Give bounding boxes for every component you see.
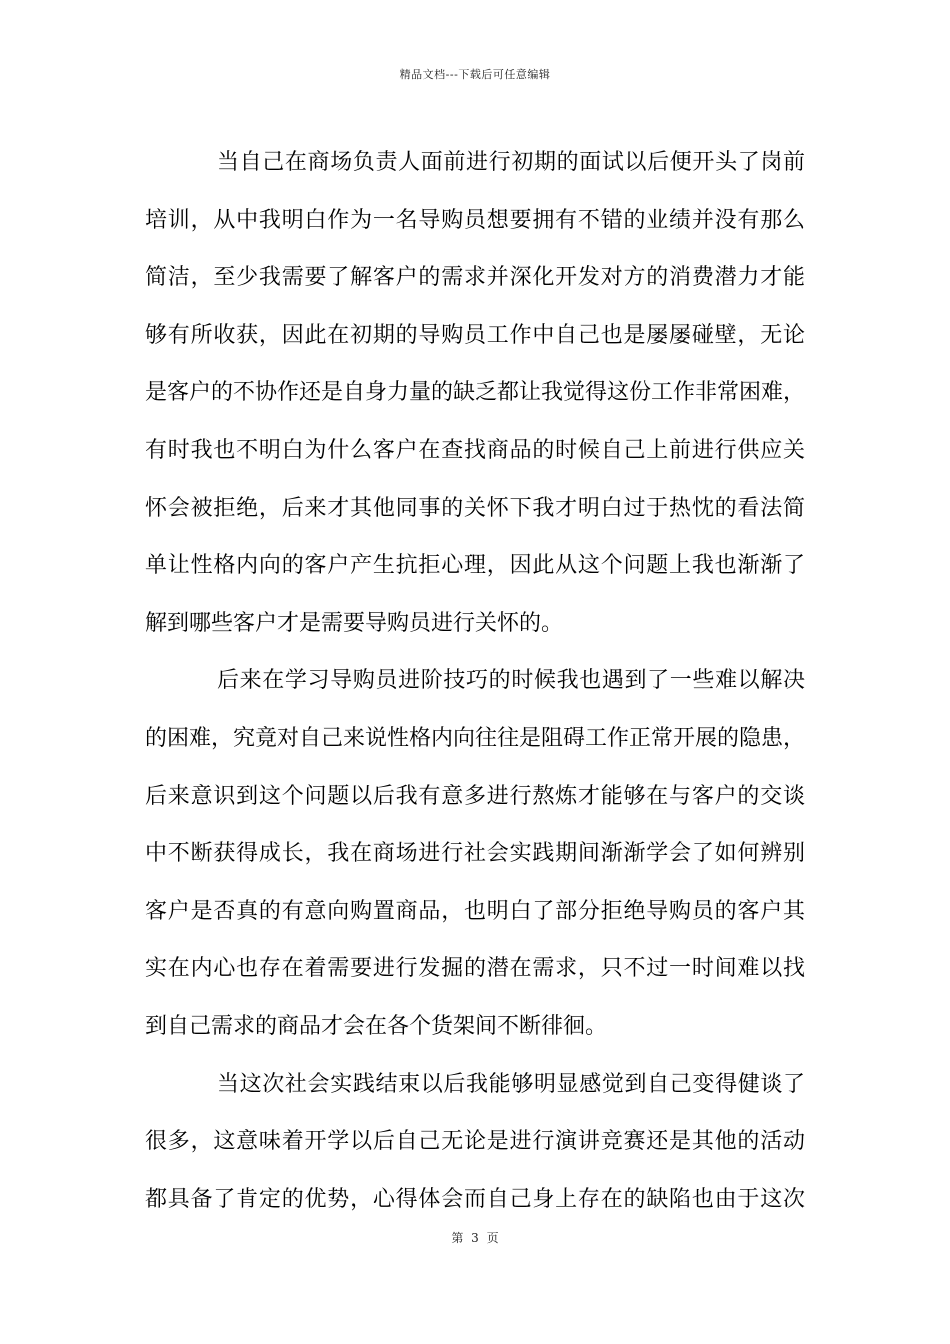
text-line: 到自己需求的商品才会在各个货架间不断徘徊。 (145, 1013, 608, 1039)
text-line: 解到哪些客户才是需要导购员进行关怀的。 (145, 610, 564, 636)
paragraph-1 (145, 134, 805, 652)
page-label-suffix: 页 (486, 1231, 499, 1245)
document-body (145, 134, 805, 1228)
text-line: 后来意识到这个问题以后我有意多进行熬炼才能够在与客户的交谈 (145, 783, 805, 809)
text-line: 单让性格内向的客户产生抗拒心理，因此从这个问题上我也渐渐了 (145, 553, 805, 579)
page-number: 3 (471, 1231, 479, 1245)
text-line: 都具备了肯定的优势，心得体会而自己身上存在的缺陷也由于这次 (145, 1186, 805, 1212)
text-line: 很多，这意味着开学以后自己无论是进行演讲竞赛还是其他的活动 (145, 1129, 805, 1155)
text-line: 是客户的不协作还是自身力量的缺乏都让我觉得这份工作非常困难， (145, 380, 806, 406)
text-line: 简洁，至少我需要了解客户的需求并深化开发对方的消费潜力才能 (145, 265, 805, 291)
paragraph-3 (145, 1056, 805, 1229)
text-line: 后来在学习导购员进阶技巧的时候我也遇到了一些难以解决 (217, 668, 805, 694)
text-line: 当自己在商场负责人面前进行初期的面试以后便开头了岗前 (217, 150, 805, 175)
text-line: 培训，从中我明白作为一名导购员想要拥有不错的业绩并没有那么 (145, 207, 805, 233)
text-line: 实在内心也存在着需要进行发掘的潜在需求，只不过一时间难以找 (145, 956, 805, 982)
text-line: 怀会被拒绝，后来才其他同事的关怀下我才明白过于热忱的看法简 (145, 495, 805, 521)
page-label-prefix: 第 (451, 1231, 464, 1245)
page-header: 精品文档---下载后可任意编辑 (399, 68, 551, 81)
text-line: 的困难，究竟对自己来说性格内向往往是阻碍工作正常开展的隐患， (145, 725, 806, 751)
paragraph-2 (145, 652, 805, 1055)
text-line: 有时我也不明白为什么客户在查找商品的时候自己上前进行供应关 (145, 437, 805, 463)
text-line: 够有所收获，因此在初期的导购员工作中自己也是屡屡碰壁，无论 (145, 322, 805, 348)
text-line: 客户是否真的有意向购置商品，也明白了部分拒绝导购员的客户其 (145, 898, 805, 924)
text-line: 中不断获得成长，我在商场进行社会实践期间渐渐学会了如何辨别 (145, 841, 805, 867)
text-line: 当这次社会实践结束以后我能够明显感觉到自己变得健谈了 (217, 1071, 805, 1097)
page-footer (0, 1229, 950, 1246)
